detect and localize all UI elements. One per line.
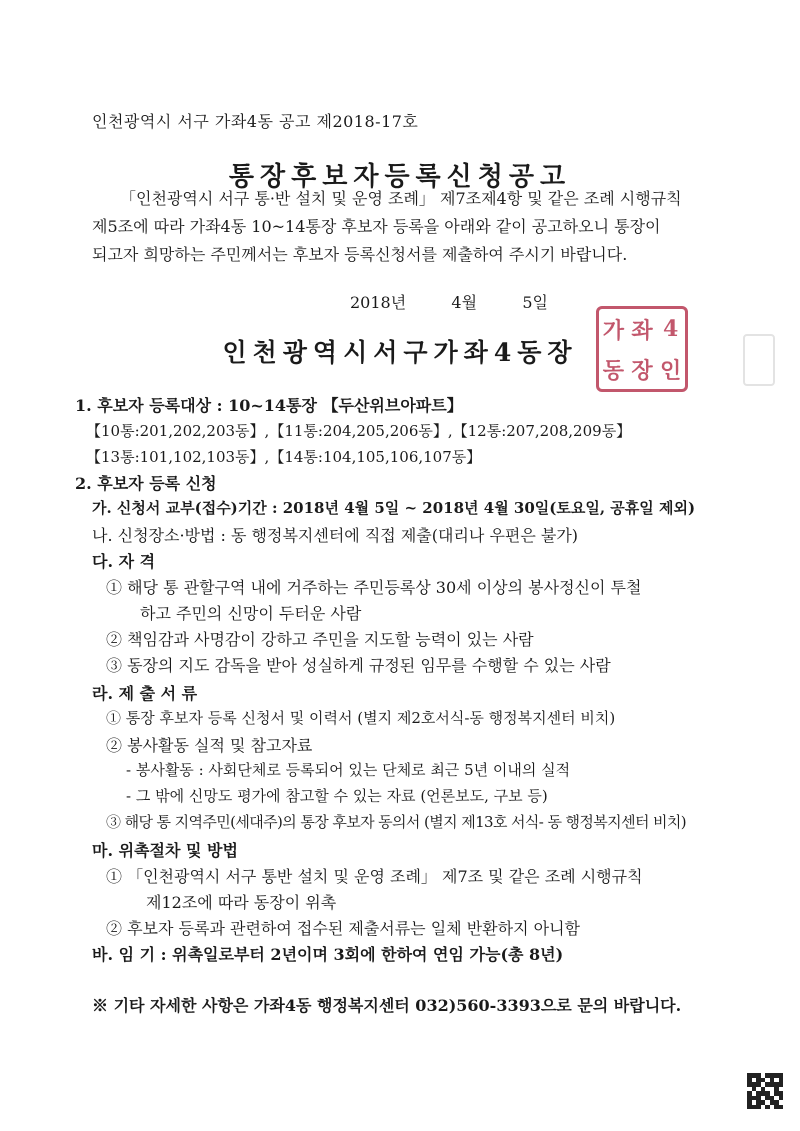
documents-heading: 라. 제 출 서 류	[92, 684, 198, 703]
signatory: 인천광역시서구가좌4동장	[222, 338, 578, 367]
official-seal	[596, 306, 688, 392]
section-2-heading: 2. 후보자 등록 신청	[75, 474, 217, 493]
qualifications-heading: 다. 자 격	[92, 552, 156, 571]
document-2: ② 봉사활동 실적 및 참고자료	[106, 736, 313, 755]
appointment-2: ② 후보자 등록과 관련하여 접수된 제출서류는 일체 반환하지 아니함	[106, 919, 581, 938]
scan-smudge	[743, 334, 775, 386]
intro-line-3: 되고자 희망하는 주민께서는 후보자 등록신청서를 제출하여 주시기 바랍니다.	[92, 245, 628, 264]
document-3: ③ 해당 통 지역주민(세대주)의 통장 후보자 동의서 (별지 제13호 서식- 동 행정복지센터 비치)	[106, 813, 687, 831]
target-units-line-2: 【13통:101,102,103동】,【14통:104,105,106,107동】	[86, 448, 482, 466]
document-2-detail-1: - 봉사활동 : 사회단체로 등록되어 있는 단체로 최근 5년 이내의 실적	[126, 761, 571, 779]
qualification-1-cont: 하고 주민의 신망이 두터운 사람	[140, 604, 362, 623]
seal-char: 인	[660, 357, 682, 384]
application-period: 가. 신청서 교부(접수)기간 : 2018년 4월 5일 ~ 2018년 4월 30일(토요일, 공휴일 제외)	[92, 499, 696, 517]
application-place: 나. 신청장소·방법 : 동 행정복지센터에 직접 제출(대리나 우편은 불가)	[92, 526, 579, 545]
document-1: ① 통장 후보자 등록 신청서 및 이력서 (별지 제2호서식-동 행정복지센터 비치)	[106, 709, 616, 727]
document-title: 통장후보자등록신청공고	[228, 162, 572, 192]
qualification-3: ③ 동장의 지도 감독을 받아 성실하게 규정된 임무를 수행할 수 있는 사람	[106, 656, 611, 675]
document-2-detail-2: - 그 밖에 신망도 평가에 참고할 수 있는 자료 (언론보도, 구보 등)	[126, 787, 548, 805]
seal-char: 장	[631, 357, 653, 384]
qr-code	[747, 1073, 783, 1109]
intro-line-2: 제5조에 따라 가좌4동 10~14통장 후보자 등록을 아래와 같이 공고하오니 통장이	[92, 217, 661, 236]
seal-char: 가	[602, 317, 624, 344]
contact-footer: ※ 기타 자세한 사항은 가좌4동 행정복지센터 032)560-3393으로 문의 바랍니다.	[92, 996, 682, 1015]
seal-char: 좌	[631, 317, 653, 344]
notice-number: 인천광역시 서구 가좌4동 공고 제2018-17호	[92, 112, 419, 131]
appointment-heading: 마. 위촉절차 및 방법	[92, 841, 238, 860]
target-units-line-1: 【10통:201,202,203동】,【11통:204,205,206동】,【12통:207,208,209동】	[86, 422, 632, 440]
appointment-1: ① 「인천광역시 서구 통반 설치 및 운영 조례」 제7조 및 같은 조례 시행규칙	[106, 867, 643, 886]
seal-char: 동	[602, 357, 624, 384]
term-of-office: 바. 임 기 : 위촉일로부터 2년이며 3회에 한하여 연임 가능(총 8년)	[92, 945, 564, 964]
appointment-1-cont: 제12조에 따라 동장이 위촉	[146, 893, 337, 912]
intro-line-1: 「인천광역시 서구 통·반 설치 및 운영 조례」 제7조제4항 및 같은 조례 시행규칙	[120, 189, 682, 208]
section-1-heading: 1. 후보자 등록대상 : 10~14통장 【두산위브아파트】	[75, 396, 463, 415]
notice-date: 2018년 4월 5일	[350, 293, 548, 312]
qualification-2: ② 책임감과 사명감이 강하고 주민을 지도할 능력이 있는 사람	[106, 630, 534, 649]
qualification-1: ① 해당 통 관할구역 내에 거주하는 주민등록상 30세 이상의 봉사정신이 투철	[106, 578, 642, 597]
seal-char: 4	[663, 316, 679, 342]
